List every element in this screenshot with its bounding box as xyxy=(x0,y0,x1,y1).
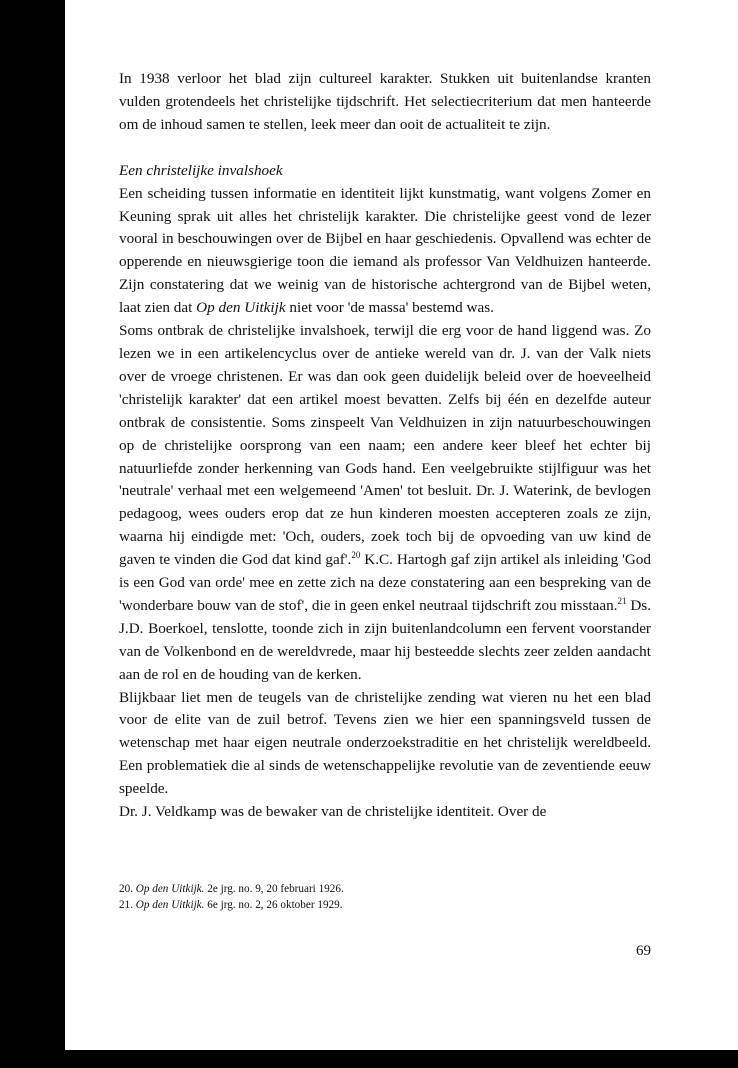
footnote-ref-21[interactable]: 21 xyxy=(617,595,627,606)
scan-left-margin-bar xyxy=(0,0,65,1068)
paragraph-spacer xyxy=(119,137,651,160)
footnote-21 xyxy=(119,897,651,913)
footnote-ref-20[interactable]: 20 xyxy=(351,550,361,561)
paragraph-5: Dr. J. Veldkamp was de bewaker van de christelijke identiteit. Over de xyxy=(119,803,547,821)
paragraph-3-text-b: K.C. Hartogh gaf zijn artikel als inleiding 'God is een God van orde' mee en zette zich na deze constatering aan een bespreking van de 'wonderbare bouw van de stof', die in geen enkel neutraal tijdschrift zou misstaan. xyxy=(119,551,651,614)
paragraph-2-publication-title: Op den Uitkijk xyxy=(196,299,286,317)
paragraph-3-text-a: Soms ontbrak de christelijke invalshoek, terwijl die erg voor de hand liggend was. Zo lezen we in een artikelencyclus over de antieke wereld van dr. J. van der Valk niets over de vroege christenen. Er was dan ook geen duidelijk beleid over de hoeveelheid 'christelijk karakter' dat een artikel moest bevatten. Zelfs bij één en dezelfde auteur ontbrak de consistentie. Soms zinspeelt Van Veldhuizen in zijn natuurbeschouwingen op de christelijke oorsprong van een naam; een andere keer bleef het echter bij natuurliefde zonder herkenning van Gods hand. Een veelgebruikte stijlfiguur was het 'neutrale' verhaal met een welgemeend 'Amen' tot besluit. Dr. J. Waterink, de bevlogen pedagoog, wees ouders erop dat ze hun kinderen moesten accepteren zoals ze zijn, waarna hij eindigde met: 'Och, ouders, zoek toch bij de opvoeding van uw kind de gaven te vinden die God dat kind gaf'. xyxy=(119,322,651,569)
footnote-details: 6e jrg. no. 2, 26 oktober 1929. xyxy=(204,899,343,911)
paragraph-3 xyxy=(119,320,651,687)
scan-bottom-margin-bar xyxy=(0,1050,738,1068)
section-heading: Een christelijke invalshoek xyxy=(119,161,283,179)
paragraph-4: Blijkbaar liet men de teugels van de christelijke zending wat vieren nu het een blad voor de elite van de zuil betrof. Tevens zien we hier een spanningsveld tussen de wetenschap met haar eigen neutrale onderzoekstraditie en het christelijk wereldbeeld. Een problematiek die al sinds de wetenschappelijke revolutie van de zeventiende eeuw speelde. xyxy=(119,688,651,798)
footnote-20 xyxy=(119,881,651,897)
footnotes xyxy=(119,881,651,913)
footnote-number: 21. xyxy=(119,899,133,911)
paragraph-2 xyxy=(119,183,651,320)
footnote-publication-title: Op den Uitkijk. xyxy=(135,883,205,895)
footnote-publication-title: Op den Uitkijk. xyxy=(135,899,205,911)
paragraph-2-text-a: Een scheiding tussen informatie en identiteit lijkt kunstmatig, want volgens Zomer en Keuning sprak uit alles het christelijk karakter. Die christelijke geest vond de lezer vooral in beschouwingen over de Bijbel en haar geschiedenis. Opvallend was echter de opperende en nieuwsgierige toon die iemand als professor Van Veldhuizen hanteerde. Zijn constatering dat we weinig van de historische achtergrond van de Bijbel weten, laat zien dat xyxy=(119,184,651,317)
footnote-number: 20. xyxy=(119,883,133,895)
page-number: 69 xyxy=(636,943,651,959)
paragraph-1: In 1938 verloor het blad zijn cultureel karakter. Stukken uit buitenlandse kranten vulden grotendeels het christelijke tijdschrift. Het selectiecriterium dat men hanteerde om de inhoud samen te stellen, leek meer dan ooit de actualiteit te zijn. xyxy=(119,70,651,133)
paragraph-2-text-b: niet voor 'de massa' bestemd was. xyxy=(285,299,494,317)
body-text xyxy=(119,68,651,824)
paragraph-3-text-c: Ds. J.D. Boerkoel, tenslotte, toonde zich in zijn buitenlandcolumn een fervent voorstander van de Volkenbond en de wereldvrede, maar hij besteedde slechts zeer zelden aandacht aan de rol en de houding van de kerken. xyxy=(119,596,651,683)
footnote-details: 2e jrg. no. 9, 20 februari 1926. xyxy=(204,883,344,895)
